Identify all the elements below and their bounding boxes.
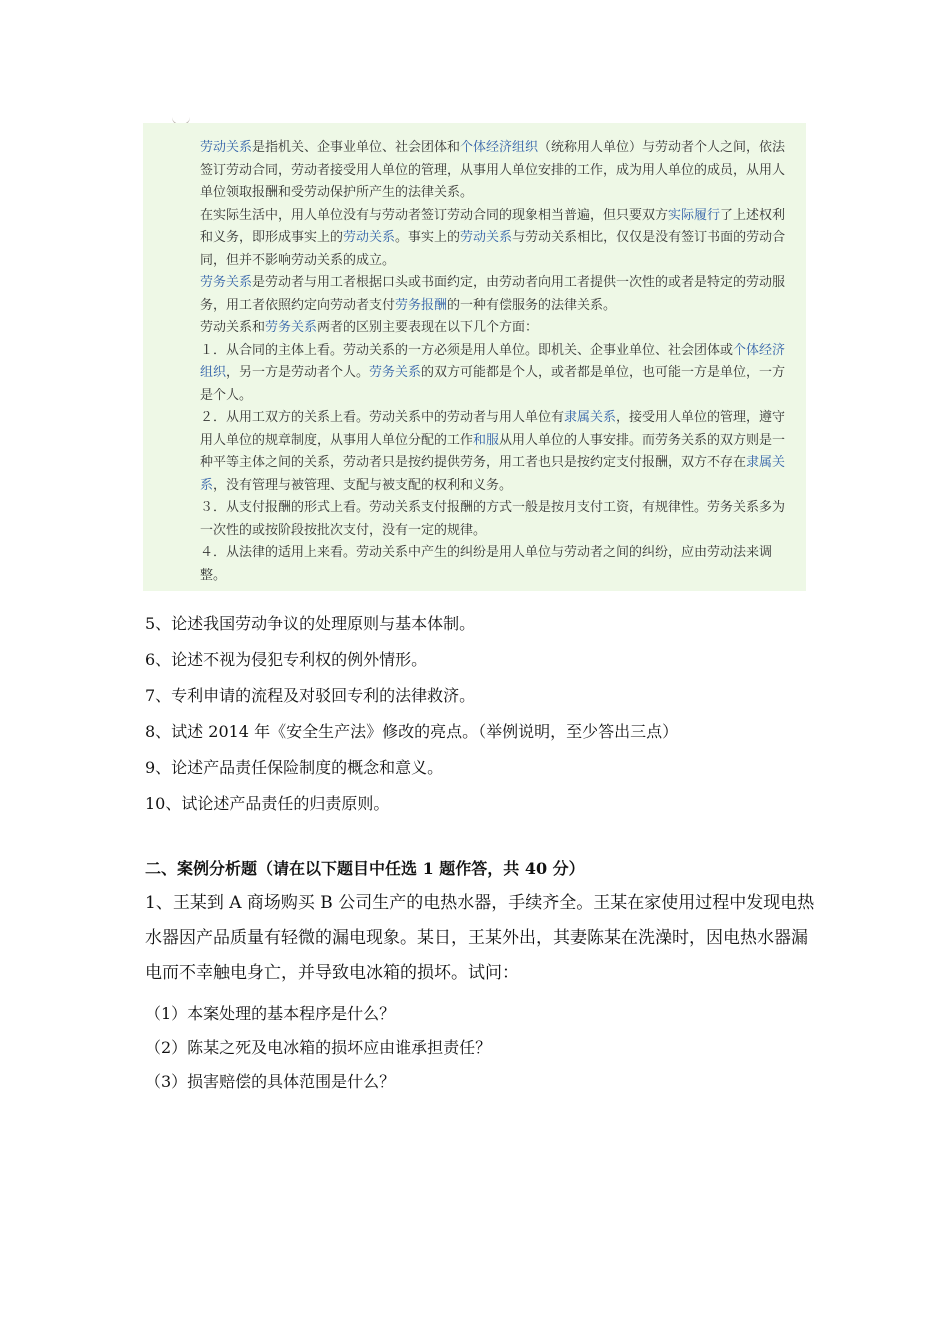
quote-text: ，接受用人单位的管理，遵守用人单位的规章制度，从事用人单位分配的工作 [200, 410, 786, 448]
link-actual-performance[interactable]: 实际履行 [668, 207, 721, 223]
quote-text: ２．从用工双方的关系上看。劳动关系中的劳动者与用人单位有 [200, 410, 565, 425]
case-description: 1、王某到 A 商场购买 B 公司生产的电热水器，手续齐全。王某在家使用过程中发现电热水器因产品质量有轻微的漏电现象。某日，王某外出，其妻陈某在洗澡时，因电热水器漏电而不幸触电身亡，并导致电冰箱的损坏。试问： [145, 893, 815, 983]
quote-paragraph-de-facto [200, 205, 790, 273]
question-item: 5、论述我国劳动争议的处理原则与基本体制。 [145, 614, 476, 633]
quote-paragraph-point-3 [200, 497, 790, 542]
quote-paragraph-differences-intro [200, 317, 790, 340]
quote-text: （统称用人单位）与劳动者个人之间，依法签订劳动合同，劳动者接受用人单位的管理，从事用人单位安排的工作，成为用人单位的成员，从用人单位领取报酬和受劳动保护所产生的法律关系。 [200, 140, 786, 200]
case-subquestion: （1）本案处理的基本程序是什么？ [145, 1004, 396, 1023]
quote-text: 是劳动者与用工者根据口头或书面约定，由劳动者向用工者提供一次性的或者是特定的劳动服务，用工者依照约定向劳动者支付 [200, 275, 786, 313]
quoted-excerpt-box [143, 123, 806, 591]
case-analysis-section-title: 二、案例分析题（请在以下题目中任选 1 题作答，共 40 分） [145, 859, 585, 878]
link-subordination[interactable]: 隶属关系 [200, 455, 786, 493]
link-subordination[interactable]: 隶属关系 [564, 410, 617, 425]
quote-text: ４．从法律的适用上来看。劳动关系中产生的纠纷是用人单位与劳动者之间的纠纷，应由劳动法来调整。 [200, 545, 773, 583]
link-service-relation[interactable]: 劳务关系 [200, 275, 253, 290]
quote-paragraph-point-2 [200, 407, 790, 497]
link-labor-relation[interactable]: 劳动关系 [460, 230, 513, 245]
question-item: 9、论述产品责任保险制度的概念和意义。 [145, 758, 444, 777]
link-service-relation[interactable]: 劳务关系 [265, 320, 318, 335]
quote-text: 。事实上的 [395, 230, 461, 245]
quote-paragraph-service-relation [200, 272, 790, 317]
quote-text: 在实际生活中，用人单位没有与劳动者签订劳动合同的现象相当普遍，但只要双方 [200, 207, 669, 223]
question-item: 6、论述不视为侵犯专利权的例外情形。 [145, 650, 428, 669]
link-labor-relation[interactable]: 劳动关系 [343, 230, 396, 245]
link-service-relation[interactable]: 劳务关系 [369, 365, 422, 380]
quote-text: 两者的区别主要表现在以下几个方面： [317, 320, 539, 335]
quote-text: 是指机关、企事业单位、社会团体和 [252, 140, 461, 155]
link-individual-economic-org[interactable]: 个体经济组织 [460, 140, 539, 155]
link-labor-relation[interactable]: 劳动关系 [200, 140, 253, 155]
link-service-remuneration[interactable]: 劳务报酬 [395, 297, 448, 313]
case-subquestion: （2）陈某之死及电冰箱的损坏应由谁承担责任？ [145, 1038, 492, 1057]
essay-question-list [145, 606, 678, 822]
quote-paragraph-point-1 [200, 340, 790, 408]
quote-text: 的双方可能都是个人，或者都是单位，也可能一方是单位，一方是个人。 [200, 365, 786, 403]
quote-text: 与劳动关系相比，仅仅是没有签订书面的劳动合同，但并不影响劳动关系的成立。 [200, 230, 786, 268]
quote-text: 的一种有偿服务的法律关系。 [447, 297, 617, 313]
quote-text: 了上述权利和义务，即形成事实上的 [200, 207, 786, 245]
case-subquestion-list [145, 997, 491, 1099]
question-item: 10、试论述产品责任的归责原则。 [145, 794, 390, 813]
case-subquestion: （3）损害赔偿的具体范围是什么？ [145, 1072, 396, 1091]
quote-text: ３．从支付报酬的形式上看。劳动关系支付报酬的方式一般是按月支付工资，有规律性。劳务关系多为一次性的或按阶段按批次支付，没有一定的规律。 [200, 500, 786, 538]
link-and-obey[interactable]: 和服 [473, 432, 500, 448]
question-item: 7、专利申请的流程及对驳回专利的法律救济。 [145, 686, 476, 705]
quote-text: １．从合同的主体上看。劳动关系的一方必须是用人单位。即机关、企事业单位、社会团体或 [200, 342, 734, 358]
quote-text: 从用人单位的人事安排。而劳务关系的双方则是一种平等主体之间的关系，劳动者只是按约提供劳务，用工者也只是按约定支付报酬，双方不存在 [200, 432, 786, 470]
quote-paragraph-definition [200, 137, 790, 205]
quote-text: ，另一方是劳动者个人。 [226, 365, 370, 380]
quote-text: ，没有管理与被管理、支配与被支配的权利和义务。 [213, 477, 513, 493]
question-item: 8、试述 2014 年《安全生产法》修改的亮点。（举例说明，至少答出三点） [145, 722, 679, 741]
quote-paragraph-point-4 [200, 542, 790, 587]
quote-text: 劳动关系和 [200, 320, 266, 335]
link-individual-economic-org[interactable]: 个体经济组织 [200, 342, 786, 380]
